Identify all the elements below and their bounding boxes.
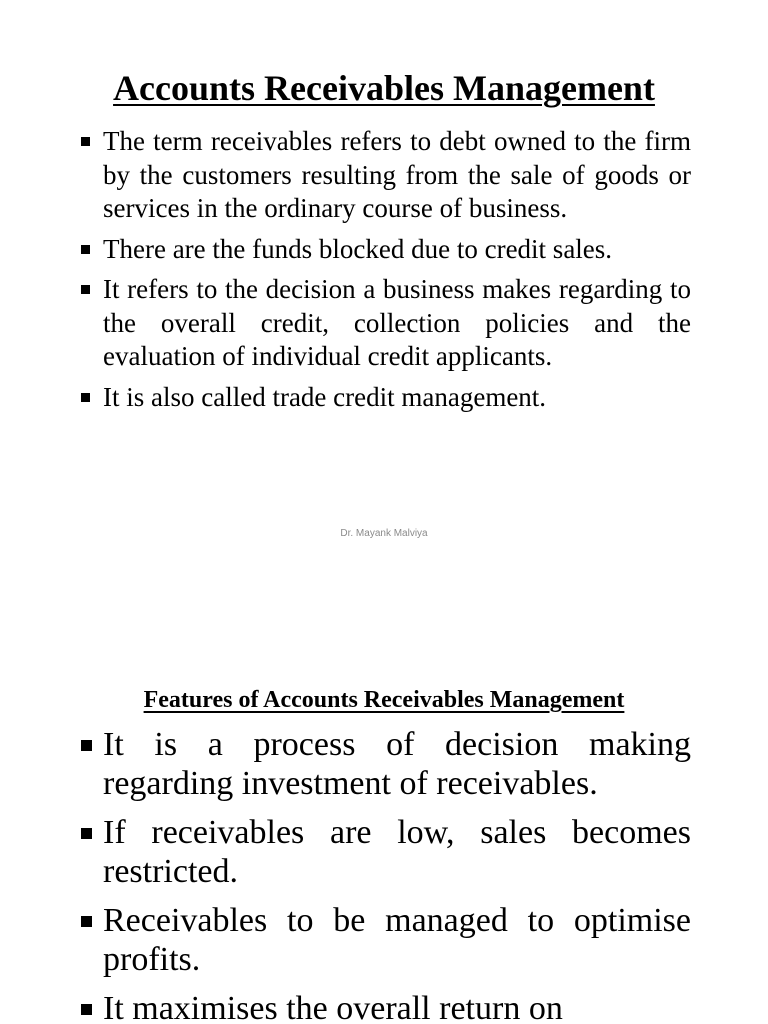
bullet-item (78, 901, 691, 979)
square-bullet-icon (81, 1004, 92, 1015)
bullet-text: It maximises the overall return on (103, 990, 563, 1024)
bullet-text: The term receivables refers to debt owned to the firm by the customers resulting from the sale of goods or services in the ordinary course of business. (103, 126, 691, 223)
square-bullet-icon (81, 137, 90, 146)
square-bullet-icon (81, 393, 90, 402)
bullet-item (78, 381, 691, 415)
bullet-item (78, 233, 691, 267)
bullet-text: There are the funds blocked due to credit sales. (103, 233, 613, 264)
bullet-list (78, 725, 691, 1024)
bullet-text: If receivables are low, sales becomes restricted. (103, 814, 691, 890)
slide-title: Accounts Receivables Management (113, 68, 655, 108)
bullet-text: It is also called trade credit management. (103, 381, 547, 412)
square-bullet-icon (81, 245, 90, 254)
bullet-item (78, 813, 691, 891)
bullet-item (78, 273, 691, 374)
slide-title: Features of Accounts Receivables Management (143, 687, 625, 713)
bullet-list (78, 125, 691, 421)
bullet-text: It refers to the decision a business makes regarding to the overall credit, collection policies and the evaluation of individual credit applicants. (103, 274, 691, 371)
slide-features-of-accounts-receivables-management (0, 665, 768, 1024)
square-bullet-icon (81, 916, 92, 927)
bullet-item (78, 989, 691, 1024)
square-bullet-icon (81, 740, 92, 751)
bullet-item (78, 125, 691, 226)
bullet-text: It is a process of decision making regarding investment of receivables. (103, 726, 691, 802)
bullet-item (78, 725, 691, 803)
square-bullet-icon (81, 828, 92, 839)
square-bullet-icon (81, 285, 90, 294)
slide-footer-author: Dr. Mayank Malviya (340, 528, 428, 539)
bullet-text: Receivables to be managed to optimise profits. (103, 902, 691, 978)
